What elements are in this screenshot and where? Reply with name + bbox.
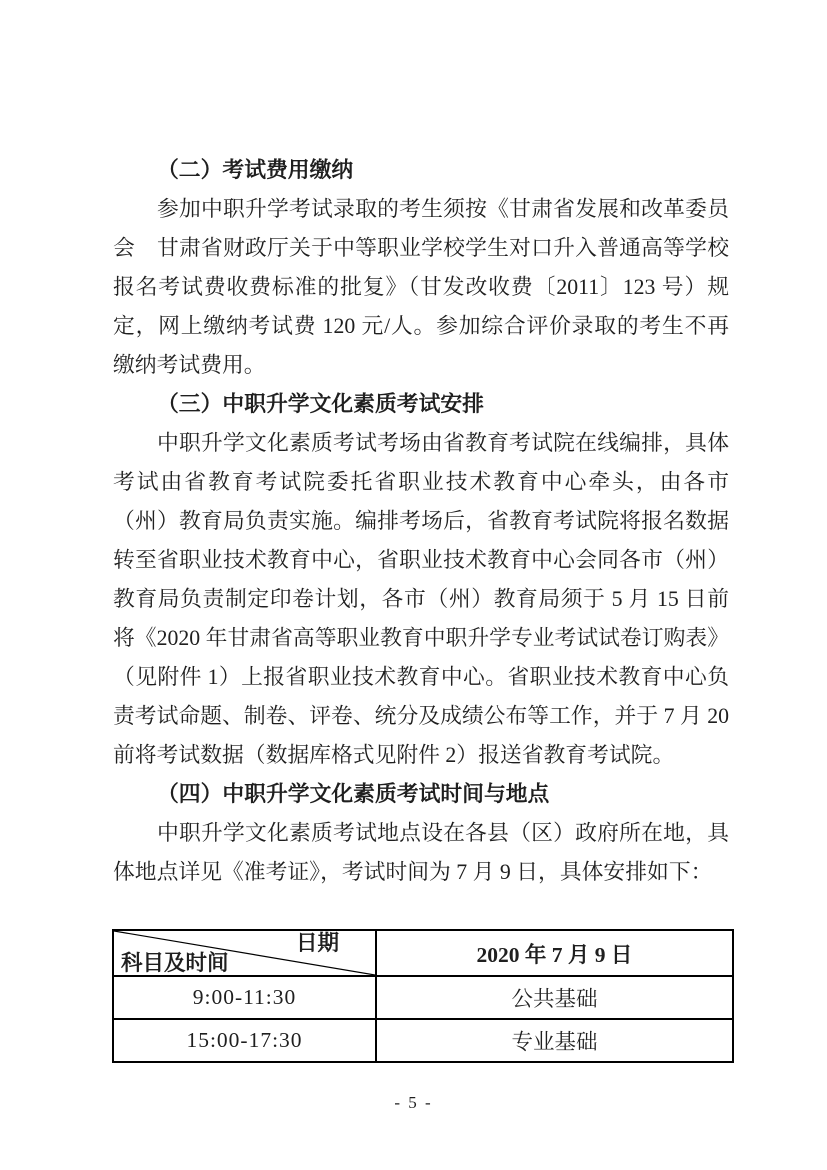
table-header-row bbox=[113, 930, 733, 976]
time-cell-afternoon: 15:00-17:30 bbox=[113, 1019, 376, 1062]
exam-schedule-table bbox=[112, 929, 734, 1063]
document-body bbox=[113, 151, 729, 892]
table-row-afternoon bbox=[113, 1019, 733, 1062]
paragraph-exam-fee: 参加中职升学考试录取的考生须按《甘肃省发展和改革委员会 甘肃省财政厅关于中等职业学校学生对口升入普通高等学校报名考试费收费标准的批复》（甘发改收费〔2011〕123 号）规定，网上缴纳考试费 120 元/人。参加综合评价录取的考生不再缴纳考试费用。 bbox=[113, 197, 729, 377]
paragraph-exam-arrangement: 中职升学文化素质考试考场由省教育考试院在线编排，具体考试由省教育考试院委托省职业技术教育中心牵头，由各市（州）教育局负责实施。编排考场后，省教育考试院将报名数据转至省职业技术教育中心，省职业技术教育中心会同各市（州）教育局负责制定印卷计划，各市（州）教育局须于 5 月 15 日前将《2020 年甘肃省高等职业教育中职升学专业考试试卷订购表》（见附件 1）上报省职业技术教育中心。省职业技术教育中心负责考试命题、制卷、评卷、统分及成绩公布等工作，并于 7 月 20 前将考试数据（数据库格式见附件 2）报送省教育考试院。 bbox=[113, 431, 729, 767]
section-heading-exam-fee: （二）考试费用缴纳 bbox=[157, 158, 354, 182]
section-heading-exam-time-place: （四）中职升学文化素质考试时间与地点 bbox=[157, 782, 550, 806]
corner-label-subject-time: 科目及时间 bbox=[121, 951, 229, 975]
time-cell-morning: 9:00-11:30 bbox=[113, 976, 376, 1019]
corner-header-cell bbox=[113, 930, 376, 976]
subject-cell-morning: 公共基础 bbox=[376, 976, 733, 1019]
corner-cell bbox=[114, 931, 375, 975]
section-heading-exam-arrangement: （三）中职升学文化素质考试安排 bbox=[157, 392, 484, 416]
paragraph-exam-time-place: 中职升学文化素质考试地点设在各县（区）政府所在地，具体地点详见《准考证》，考试时间为 7 月 9 日，具体安排如下： bbox=[113, 821, 729, 884]
date-header-cell: 2020 年 7 月 9 日 bbox=[376, 930, 733, 976]
page-number: - 5 - bbox=[394, 1093, 433, 1112]
corner-label-date: 日期 bbox=[295, 931, 339, 955]
table-row-morning bbox=[113, 976, 733, 1019]
subject-cell-afternoon: 专业基础 bbox=[376, 1019, 733, 1062]
